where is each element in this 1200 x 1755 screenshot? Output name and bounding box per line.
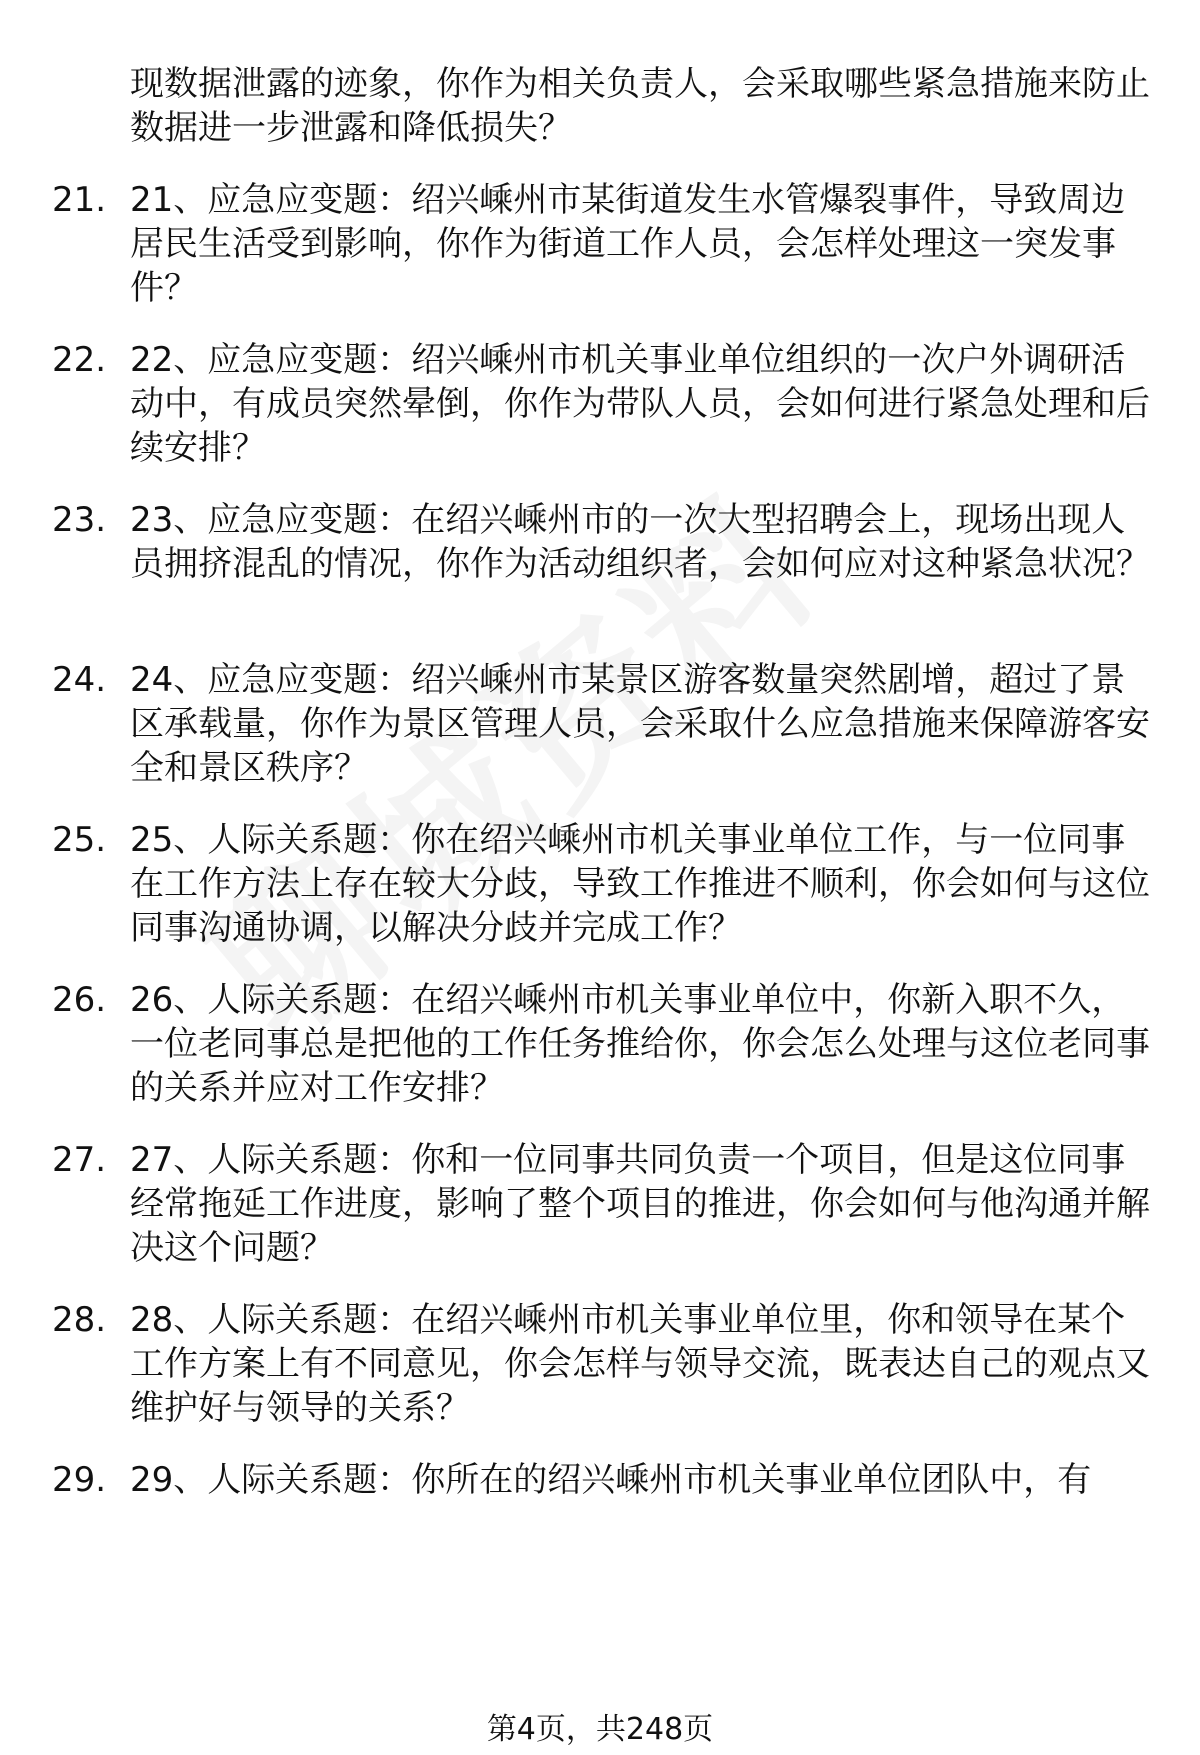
- item-text: 28、人际关系题：在绍兴嵊州市机关事业单位里，你和领导在某个工作方案上有不同意见，你会怎样与领导交流，既表达自己的观点又维护好与领导的关系？: [130, 1300, 1150, 1428]
- item-number: 22.: [52, 340, 107, 380]
- item-text: 27、人际关系题：你和一位同事共同负责一个项目，但是这位同事经常拖延工作进度，影响了整个项目的推进，你会如何与他沟通并解决这个问题？: [130, 1140, 1150, 1268]
- item-number: 29.: [52, 1460, 107, 1500]
- item-text: 26、人际关系题：在绍兴嵊州市机关事业单位中，你新入职不久，一位老同事总是把他的工作任务推给你，你会怎么处理与这位老同事的关系并应对工作安排？: [130, 980, 1150, 1108]
- page-footer: 第4页，共248页: [486, 1712, 714, 1747]
- item-number: 21.: [52, 180, 107, 220]
- item-number: 25.: [52, 820, 107, 860]
- continuation-text: 现数据泄露的迹象，你作为相关负责人，会采取哪些紧急措施来防止数据进一步泄露和降低损失？: [130, 64, 1150, 148]
- item-text: 24、应急应变题：绍兴嵊州市某景区游客数量突然剧增，超过了景区承载量，你作为景区管理人员，会采取什么应急措施来保障游客安全和景区秩序？: [130, 660, 1150, 788]
- item-text: 22、应急应变题：绍兴嵊州市机关事业单位组织的一次户外调研活动中，有成员突然晕倒，你作为带队人员，会如何进行紧急处理和后续安排？: [130, 340, 1150, 468]
- item-number: 23.: [52, 500, 107, 540]
- item-number: 27.: [52, 1140, 107, 1180]
- item-number: 26.: [52, 980, 107, 1020]
- item-number: 24.: [52, 660, 107, 700]
- item-text: 23、应急应变题：在绍兴嵊州市的一次大型招聘会上，现场出现人员拥挤混乱的情况，你作为活动组织者，会如何应对这种紧急状况？: [130, 500, 1150, 584]
- item-number: 28.: [52, 1300, 107, 1340]
- item-text: 21、应急应变题：绍兴嵊州市某街道发生水管爆裂事件，导致周边居民生活受到影响，你作为街道工作人员，会怎样处理这一突发事件？: [130, 180, 1126, 308]
- item-text: 29、人际关系题：你所在的绍兴嵊州市机关事业单位团队中，有: [130, 1460, 1092, 1500]
- item-text: 25、人际关系题：你在绍兴嵊州市机关事业单位工作，与一位同事在工作方法上存在较大分歧，导致工作推进不顺利，你会如何与这位同事沟通协调，以解决分歧并完成工作？: [130, 820, 1150, 948]
